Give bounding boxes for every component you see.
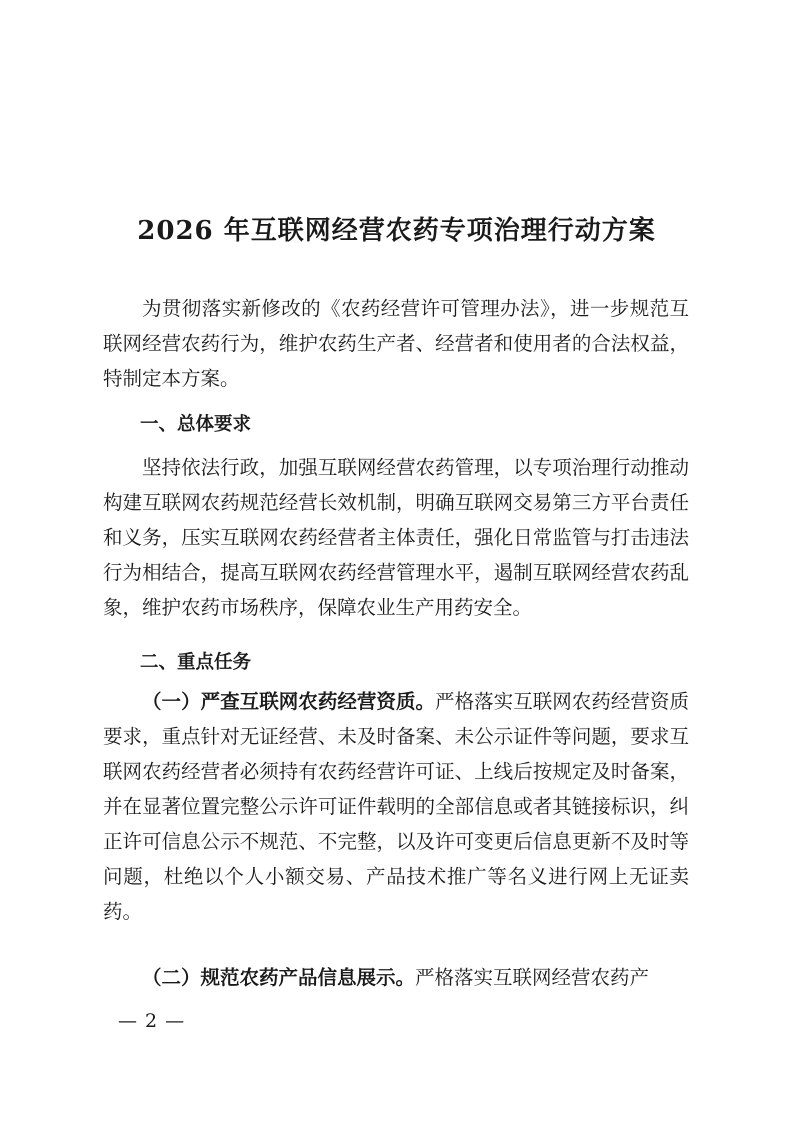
- intro-paragraph: 为贯彻落实新修改的《农药经营许可管理办法》，进一步规范互联网经营农药行为，维护农药生产者、经营者和使用者的合法权益，特制定本方案。: [103, 297, 689, 390]
- document-title: 2026 年互联网经营农药专项治理行动方案: [137, 216, 656, 246]
- task-2-paragraph: [103, 960, 689, 995]
- task-2-body: 严格落实互联网经营农药产: [415, 966, 650, 989]
- task-1-lead: （一）严查互联网农药经营资质。: [142, 690, 436, 713]
- task-1-paragraph: [103, 684, 689, 929]
- section-heading-general-requirements: 一、总体要求: [140, 414, 252, 435]
- task-1-body: 严格落实互联网农药经营资质要求，重点针对无证经营、未及时备案、未公示证件等问题，要求互联网农药经营者必须持有农药经营许可证、上线后按规定及时备案，并在显著位置完整公示许可证件载明的全部信息或者其链接标识，纠正许可信息公示不规范、不完整，以及许可变更后信息更新不及时等问题，杜绝以个人小额交易、产品技术推广等名义进行网上无证卖药。: [103, 690, 689, 923]
- task-2-lead: （二）规范农药产品信息展示。: [142, 966, 416, 989]
- section-heading-key-tasks: 二、重点任务: [140, 652, 252, 673]
- page-number: — 2 —: [118, 1010, 186, 1032]
- general-requirements-paragraph: 坚持依法行政，加强互联网经营农药管理，以专项治理行动推动构建互联网农药规范经营长效机制，明确互联网交易第三方平台责任和义务，压实互联网农药经营者主体责任，强化日常监管与打击违法行为相结合，提高互联网农药经营管理水平，遏制互联网经营农药乱象，维护农药市场秩序，保障农业生产用药安全。: [103, 456, 689, 619]
